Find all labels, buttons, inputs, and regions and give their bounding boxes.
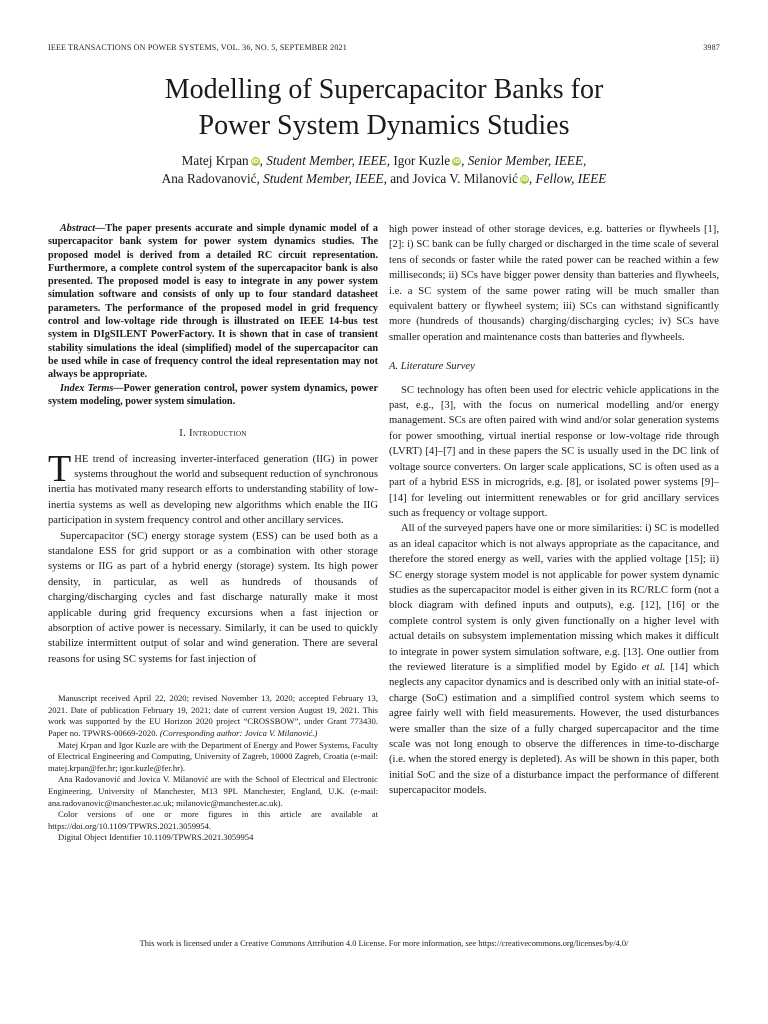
author-conjunction: and [386,171,413,186]
footnote-affiliation-zagreb: Matej Krpan and Igor Kuzle are with the Department of Energy and Power Systems, Faculty of Electrical Engineering and Computing, University of Zagreb, 10000 Zagreb, Croatia (e-mail: matej.krpan@fer.hr; igor.kuzle@fer.hr). [48,739,378,773]
index-terms-text: —Power generation control, power system dynamics, power system modeling, power system simulation. [48,382,378,407]
right-paragraph-3-text-a: All of the surveyed papers have one or more similarities: i) SC is modelled as an ideal capacitor which is not always appropriate as the capacitance, and therefore the stored energy as well, varies with the applied voltage [15]; ii) SC energy storage system model is not applicable for power system dynamic studies as the supercapacitor model is either given in its RC/RLC form (not a block diagram with defined inputs and outputs), e.g. [12], [16] or the complete control system is only given functionally on a higher level with actual details on subsystem implementation missing which makes it difficult to integrate in power system simulation software, e.g. [13]. One outlier from the reviewed literature is a simplified model by Egido [389,523,719,673]
right-paragraph-2: SC technology has often been used for electric vehicle applications in the past, e.g., [3], with the focus on numerical modelling and/or energy management. SCs are often paired with wind and/or solar generation systems for power smoothing, virtual inertial response or low-voltage ride through (LVRT) [4]–[7] and in these papers the SC is usually used in the DC link of voltage source converters. On larger scale applications, SC is often used as a part of a hybrid ESS in microgrids, e.g. [8], or isolated power systems [9]–[14] for leveling out intermittent renewables or for grid ancillary services such as frequency or voltage support. [389,384,719,519]
author-role: Student Member, IEEE, [259,171,387,186]
running-header [48,43,720,52]
index-terms [48,382,378,409]
abstract [48,222,378,382]
author-line-1 [60,152,708,170]
intro-paragraph-1 [48,447,378,529]
author-name: Jovica V. Milanović [412,171,518,186]
journal-name: IEEE TRANSACTIONS ON POWER SYSTEMS, VOL. 36, NO. 5, SEPTEMBER 2021 [48,43,347,52]
title-line-1: Modelling of Supercapacitor Banks for [164,74,604,105]
title-line-2: Power System Dynamics Studies [198,110,570,141]
right-paragraph-1: high power instead of other storage devices, e.g. batteries or flywheels [1], [2]: i) SC bank can be fully charged or discharged in the time scale of several tens of seconds or faster while the rated power can be reached within a few milliseconds; ii) SCs have bigger power density than batteries and flywheels, i.e. a SC system of the same power rating will be much smaller than equivalent battery or flywheel system; iii) SCs can withstand significantly more (hundreds of thousands) charging/discharging cycles; iv) SCs have smaller operation and maintenance costs than batteries and flywheels. [389,224,719,343]
author-line-2 [60,170,708,188]
intro-paragraph-1-text: HE trend of increasing inverter-interfaced generation (IIG) in power systems throughout the world and subsequent reduction of synchronous inertia has motivated many research efforts to understanding stability of low-inertia systems as well as developing new algorithms which enable the IIG participation in system frequency control and other ancillary services. [48,453,378,527]
footnote-corresponding-author: (Corresponding author: Jovica V. Milanović.) [159,728,318,739]
footnote-doi: Digital Object Identifier 10.1109/TPWRS.2021.3059954 [58,832,254,843]
orcid-icon[interactable]: iD [453,158,461,165]
author-role: , Senior Member, IEEE, [461,153,587,168]
drop-cap: T [48,447,72,490]
index-terms-lead: Index Terms [60,382,114,394]
author-name: Ana Radovanović, [161,171,260,186]
author-name: Igor Kuzle [390,153,451,168]
paper-title [60,72,708,144]
abstract-text: —The paper presents accurate and simple dynamic model of a supercapacitor bank system for power system dynamics studies. The proposed model is derived from a detailed RC circuit representation. Furthermore, a complete control system of the supercapacitor bank is also presented. The proposed model is easy to integrate in any power system simulation software and consists of only up to four standard datasheet parameters. The performance of the proposed model in grid frequency control and low-voltage ride through is illustrated on IEEE 14-bus test system in DIgSILENT PowerFactory. It is shown that in case of transient stability simulations the ideal (simplified) model of the supercapacitor can be used while in case of frequency control the ideal representation may not always be appropriate. [48,223,378,381]
intro-paragraph-2: Supercapacitor (SC) energy storage system (ESS) can be used both as a standalone ESS for grid support or as a combination with other storage systems or IIG as part of a hybrid energy (storage) system. Its high power density, in particular, as well as hundreds of thousands of charging/discharging cycles and fast discharge naturally make it most applicable during grid frequency excursions when a fast injection or absorption of active power is necessary. Similarly, it can be used to quickly stabilize intermittent output of solar and wind generation. There are several reasons for using SC systems for fast injection of [48,530,378,665]
footnotes [48,693,378,844]
footnote-color-versions: Color versions of one or more figures in this article are available at https://doi.org/10.1109/TPWRS.2021.3059954. [48,809,378,831]
left-column [48,222,378,844]
author-role: , Student Member, IEEE, [259,153,391,168]
author-name: Matej Krpan [181,153,249,168]
right-paragraph-3-text-b: [14] which neglects any capacitor dynamics and is described only with an initial state-of-charge (SoC) estimation and a simplified control system which seems to agree fairly well with field measurements. However, the used disturbances were smaller than the size of a fully charged supercapacitor and the time scale was not long enough to observe the differences in time-to-discharge (i.e. when the stored energy is depleted). As will be shown in this paper, both initial SoC and the size of a disturbance impact the performance of different supercapacitor models. [389,661,720,797]
footnote-affiliation-manchester: Ana Radovanović and Jovica V. Milanović are with the School of Electrical and Electronic Engineering, University of Manchester, M13 9PL Manchester, England, U.K. (e-mail: ana.radovanovic@manchester.ac.uk; milanovic@manchester.ac.uk). [48,774,378,808]
right-paragraph-3-etal: et al. [641,661,666,673]
abstract-lead: Abstract [60,223,96,234]
section-heading-introduction: I. Introduction [179,428,247,440]
orcid-icon[interactable]: iD [520,176,528,183]
page-number: 3987 [703,43,720,52]
author-list [60,152,708,188]
subsection-heading-literature-survey: A. Literature Survey [389,361,475,373]
right-paragraph-3 [389,521,719,798]
footnote-manuscript-text: Manuscript received April 22, 2020; revised November 13, 2020; accepted February 13, 2021. Date of publication February 19, 2021; date of current version August 19, 2021. This work was supported by the EU Horizon 2020 project “CROSSBOW”, under Grant 773430. Paper no. TPWRS-00669-2020. [48,693,378,739]
orcid-icon[interactable]: iD [251,158,259,165]
license-notice: This work is licensed under a Creative Commons Attribution 4.0 License. For more information, see https://creativecommons.org/licenses/by/4.0/ [139,939,629,948]
author-role: , Fellow, IEEE [528,171,607,186]
footnote-manuscript [48,693,378,739]
right-column [389,222,719,799]
